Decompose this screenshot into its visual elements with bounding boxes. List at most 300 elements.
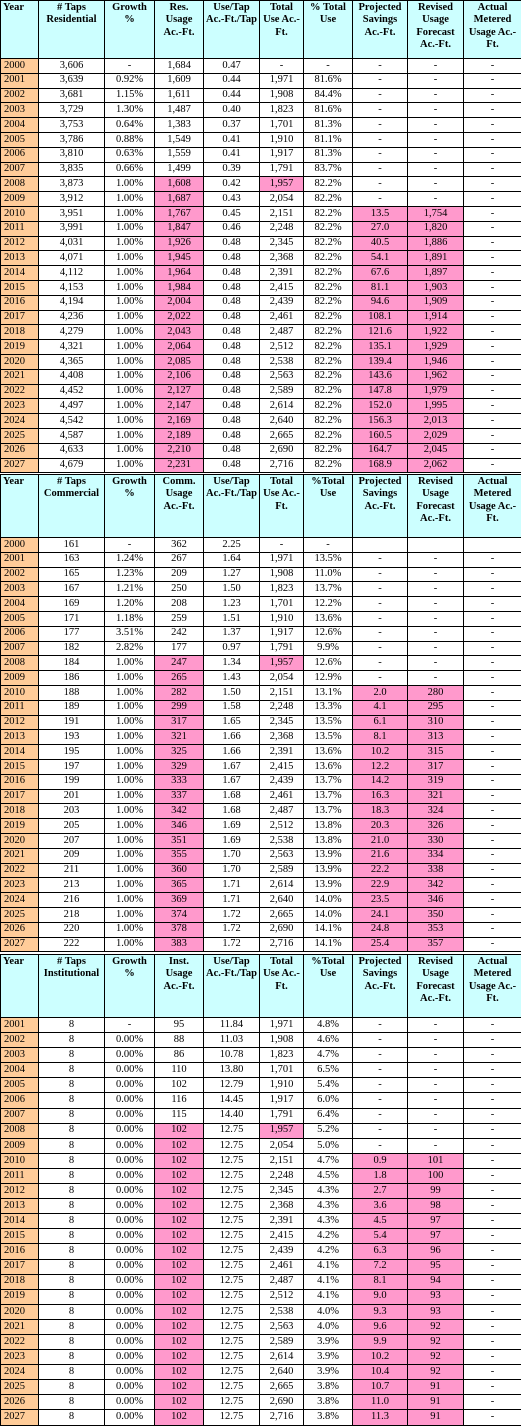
table-row bbox=[1, 893, 521, 908]
residential-cell-taps: 3,991 bbox=[39, 221, 105, 236]
commercial-cell-usage: 346 bbox=[155, 819, 204, 834]
residential-cell-usage: 1,964 bbox=[155, 266, 204, 281]
institutional-cell-actual-metered: - bbox=[464, 1063, 521, 1078]
table-row bbox=[1, 641, 521, 656]
commercial-cell-revised-forecast: - bbox=[408, 582, 464, 597]
institutional-cell-use-per-tap: 12.75 bbox=[204, 1214, 260, 1229]
table-row bbox=[1, 745, 521, 760]
institutional-header-year: Year bbox=[1, 955, 39, 1018]
residential-cell-projected-savings: - bbox=[353, 59, 408, 74]
residential-cell-projected-savings: - bbox=[353, 177, 408, 192]
institutional-cell-year: 2010 bbox=[1, 1153, 39, 1168]
table-row bbox=[1, 626, 521, 641]
commercial-cell-year: 2017 bbox=[1, 789, 39, 804]
commercial-cell-growth: 1.00% bbox=[105, 715, 155, 730]
table-row bbox=[1, 1380, 521, 1395]
institutional-cell-actual-metered: - bbox=[464, 1168, 521, 1183]
commercial-cell-total-use: 2,368 bbox=[260, 730, 304, 745]
residential-cell-use-per-tap: 0.48 bbox=[204, 414, 260, 429]
residential-cell-usage: 1,609 bbox=[155, 73, 204, 88]
residential-cell-use-per-tap: 0.48 bbox=[204, 399, 260, 414]
institutional-cell-usage: 102 bbox=[155, 1289, 204, 1304]
commercial-cell-year: 2011 bbox=[1, 700, 39, 715]
institutional-cell-taps: 8 bbox=[39, 1395, 105, 1410]
commercial-cell-actual-metered: - bbox=[464, 685, 521, 700]
table-row bbox=[1, 458, 521, 473]
residential-cell-year: 2009 bbox=[1, 192, 39, 207]
residential-cell-use-per-tap: 0.39 bbox=[204, 162, 260, 177]
table-row bbox=[1, 384, 521, 399]
institutional-cell-total-use: 2,151 bbox=[260, 1153, 304, 1168]
commercial-cell-use-per-tap: 1.71 bbox=[204, 878, 260, 893]
commercial-cell-taps: 177 bbox=[39, 626, 105, 641]
residential-cell-pct-total-use: 82.2% bbox=[304, 325, 353, 340]
institutional-cell-pct-total-use: 4.5% bbox=[304, 1168, 353, 1183]
residential-cell-projected-savings: 139.4 bbox=[353, 354, 408, 369]
commercial-cell-revised-forecast: 353 bbox=[408, 922, 464, 937]
commercial-cell-usage: 355 bbox=[155, 848, 204, 863]
institutional-cell-taps: 8 bbox=[39, 1229, 105, 1244]
commercial-cell-actual-metered: - bbox=[464, 937, 521, 952]
commercial-cell-projected-savings: 21.6 bbox=[353, 848, 408, 863]
institutional-cell-total-use: 2,439 bbox=[260, 1244, 304, 1259]
commercial-cell-revised-forecast: 357 bbox=[408, 937, 464, 952]
commercial-cell-usage: 362 bbox=[155, 538, 204, 553]
residential-cell-growth: 1.00% bbox=[105, 280, 155, 295]
institutional-cell-projected-savings: 7.2 bbox=[353, 1259, 408, 1274]
commercial-cell-usage: 209 bbox=[155, 567, 204, 582]
institutional-cell-year: 2015 bbox=[1, 1229, 39, 1244]
commercial-cell-year: 2018 bbox=[1, 804, 39, 819]
commercial-cell-growth: 3.51% bbox=[105, 626, 155, 641]
commercial-cell-use-per-tap: 1.50 bbox=[204, 582, 260, 597]
residential-cell-usage: 1,945 bbox=[155, 251, 204, 266]
residential-cell-taps: 3,810 bbox=[39, 147, 105, 162]
institutional-cell-total-use: 2,512 bbox=[260, 1289, 304, 1304]
commercial-cell-growth: 1.00% bbox=[105, 878, 155, 893]
commercial-cell-projected-savings: 25.4 bbox=[353, 937, 408, 952]
commercial-cell-taps: 165 bbox=[39, 567, 105, 582]
commercial-cell-use-per-tap: 1.68 bbox=[204, 804, 260, 819]
residential-cell-taps: 4,679 bbox=[39, 458, 105, 473]
table-row bbox=[1, 1244, 521, 1259]
institutional-cell-projected-savings: 8.1 bbox=[353, 1274, 408, 1289]
commercial-cell-actual-metered: - bbox=[464, 582, 521, 597]
residential-cell-growth: 1.00% bbox=[105, 325, 155, 340]
residential-cell-use-per-tap: 0.41 bbox=[204, 147, 260, 162]
residential-cell-taps: 3,873 bbox=[39, 177, 105, 192]
residential-cell-taps: 4,236 bbox=[39, 310, 105, 325]
commercial-cell-pct-total-use: 12.9% bbox=[304, 671, 353, 686]
residential-cell-growth: 0.64% bbox=[105, 118, 155, 133]
commercial-cell-usage: 383 bbox=[155, 937, 204, 952]
residential-cell-actual-metered: - bbox=[464, 384, 521, 399]
commercial-cell-use-per-tap: 1.64 bbox=[204, 552, 260, 567]
residential-cell-year: 2002 bbox=[1, 88, 39, 103]
institutional-cell-projected-savings: - bbox=[353, 1033, 408, 1048]
residential-cell-use-per-tap: 0.41 bbox=[204, 132, 260, 147]
table-row bbox=[1, 177, 521, 192]
commercial-cell-use-per-tap: 1.65 bbox=[204, 715, 260, 730]
commercial-cell-total-use: 2,690 bbox=[260, 922, 304, 937]
commercial-cell-year: 2025 bbox=[1, 907, 39, 922]
commercial-cell-projected-savings: - bbox=[353, 567, 408, 582]
residential-cell-revised-forecast: 1,979 bbox=[408, 384, 464, 399]
institutional-cell-taps: 8 bbox=[39, 1153, 105, 1168]
commercial-cell-actual-metered: - bbox=[464, 730, 521, 745]
residential-cell-usage: 2,064 bbox=[155, 340, 204, 355]
institutional-cell-usage: 110 bbox=[155, 1063, 204, 1078]
institutional-cell-pct-total-use: 4.1% bbox=[304, 1289, 353, 1304]
commercial-cell-taps: 182 bbox=[39, 641, 105, 656]
residential-cell-total-use: 1,917 bbox=[260, 147, 304, 162]
residential-cell-pct-total-use: 82.2% bbox=[304, 428, 353, 443]
commercial-cell-use-per-tap: 1.69 bbox=[204, 833, 260, 848]
residential-cell-pct-total-use: 82.2% bbox=[304, 280, 353, 295]
table-row bbox=[1, 819, 521, 834]
institutional-cell-taps: 8 bbox=[39, 1289, 105, 1304]
commercial-cell-total-use: 2,054 bbox=[260, 671, 304, 686]
commercial-cell-revised-forecast: 295 bbox=[408, 700, 464, 715]
institutional-cell-use-per-tap: 12.75 bbox=[204, 1184, 260, 1199]
residential-cell-pct-total-use: - bbox=[304, 59, 353, 74]
residential-header-growth: Growth % bbox=[105, 1, 155, 59]
residential-cell-usage: 2,169 bbox=[155, 414, 204, 429]
institutional-cell-taps: 8 bbox=[39, 1350, 105, 1365]
institutional-cell-usage: 86 bbox=[155, 1048, 204, 1063]
residential-cell-year: 2022 bbox=[1, 384, 39, 399]
institutional-cell-taps: 8 bbox=[39, 1274, 105, 1289]
institutional-cell-actual-metered: - bbox=[464, 1229, 521, 1244]
table-row bbox=[1, 443, 521, 458]
commercial-cell-growth: 1.00% bbox=[105, 833, 155, 848]
commercial-cell-pct-total-use: 13.6% bbox=[304, 745, 353, 760]
institutional-cell-total-use: 2,614 bbox=[260, 1350, 304, 1365]
residential-cell-pct-total-use: 82.2% bbox=[304, 369, 353, 384]
institutional-cell-actual-metered: - bbox=[464, 1259, 521, 1274]
commercial-cell-pct-total-use: 13.7% bbox=[304, 804, 353, 819]
commercial-cell-use-per-tap: 1.58 bbox=[204, 700, 260, 715]
residential-cell-pct-total-use: 82.2% bbox=[304, 266, 353, 281]
commercial-cell-projected-savings: 12.2 bbox=[353, 759, 408, 774]
residential-cell-revised-forecast: - bbox=[408, 118, 464, 133]
commercial-cell-pct-total-use: 13.6% bbox=[304, 759, 353, 774]
institutional-cell-year: 2001 bbox=[1, 1018, 39, 1033]
commercial-cell-year: 2000 bbox=[1, 538, 39, 553]
table-row bbox=[1, 922, 521, 937]
commercial-cell-total-use: 2,248 bbox=[260, 700, 304, 715]
commercial-body bbox=[1, 538, 521, 952]
commercial-cell-pct-total-use: 11.0% bbox=[304, 567, 353, 582]
commercial-cell-revised-forecast: - bbox=[408, 567, 464, 582]
residential-cell-projected-savings: 152.0 bbox=[353, 399, 408, 414]
residential-cell-actual-metered: - bbox=[464, 340, 521, 355]
institutional-cell-revised-forecast: - bbox=[408, 1018, 464, 1033]
commercial-cell-projected-savings: 2.0 bbox=[353, 685, 408, 700]
table-row bbox=[1, 1153, 521, 1168]
institutional-cell-year: 2018 bbox=[1, 1274, 39, 1289]
institutional-cell-growth: 0.00% bbox=[105, 1138, 155, 1153]
residential-table bbox=[0, 0, 521, 473]
institutional-cell-growth: 0.00% bbox=[105, 1033, 155, 1048]
commercial-header-growth: Growth % bbox=[105, 475, 155, 538]
residential-cell-pct-total-use: 82.2% bbox=[304, 414, 353, 429]
institutional-cell-use-per-tap: 11.84 bbox=[204, 1018, 260, 1033]
institutional-cell-usage: 102 bbox=[155, 1274, 204, 1289]
institutional-cell-projected-savings: 9.0 bbox=[353, 1289, 408, 1304]
commercial-cell-revised-forecast: - bbox=[408, 626, 464, 641]
residential-cell-pct-total-use: 81.6% bbox=[304, 103, 353, 118]
commercial-cell-growth: 1.00% bbox=[105, 819, 155, 834]
table-row bbox=[1, 59, 521, 74]
commercial-cell-actual-metered: - bbox=[464, 626, 521, 641]
commercial-cell-projected-savings: 8.1 bbox=[353, 730, 408, 745]
residential-cell-use-per-tap: 0.42 bbox=[204, 177, 260, 192]
table-row bbox=[1, 1334, 521, 1349]
residential-cell-year: 2020 bbox=[1, 354, 39, 369]
institutional-cell-growth: 0.00% bbox=[105, 1274, 155, 1289]
institutional-cell-taps: 8 bbox=[39, 1048, 105, 1063]
institutional-cell-use-per-tap: 12.75 bbox=[204, 1334, 260, 1349]
institutional-cell-growth: - bbox=[105, 1018, 155, 1033]
commercial-cell-actual-metered: - bbox=[464, 597, 521, 612]
residential-cell-revised-forecast: 1,962 bbox=[408, 369, 464, 384]
residential-header-taps: # Taps Residential bbox=[39, 1, 105, 59]
residential-cell-taps: 3,639 bbox=[39, 73, 105, 88]
commercial-cell-taps: 167 bbox=[39, 582, 105, 597]
institutional-cell-pct-total-use: 4.3% bbox=[304, 1184, 353, 1199]
institutional-cell-projected-savings: - bbox=[353, 1123, 408, 1138]
commercial-header-actual-metered: Actual Metered Usage Ac.-Ft. bbox=[464, 475, 521, 538]
commercial-cell-pct-total-use: 13.7% bbox=[304, 582, 353, 597]
residential-cell-projected-savings: 121.6 bbox=[353, 325, 408, 340]
commercial-cell-usage: 177 bbox=[155, 641, 204, 656]
commercial-cell-taps: 201 bbox=[39, 789, 105, 804]
residential-cell-total-use: 2,439 bbox=[260, 295, 304, 310]
commercial-cell-revised-forecast: 315 bbox=[408, 745, 464, 760]
commercial-cell-actual-metered: - bbox=[464, 819, 521, 834]
institutional-cell-usage: 102 bbox=[155, 1304, 204, 1319]
commercial-cell-pct-total-use: 13.9% bbox=[304, 848, 353, 863]
commercial-cell-usage: 325 bbox=[155, 745, 204, 760]
commercial-cell-growth: 2.82% bbox=[105, 641, 155, 656]
institutional-cell-actual-metered: - bbox=[464, 1395, 521, 1410]
residential-cell-pct-total-use: 82.2% bbox=[304, 399, 353, 414]
table-row bbox=[1, 162, 521, 177]
residential-cell-growth: 0.88% bbox=[105, 132, 155, 147]
institutional-cell-use-per-tap: 12.75 bbox=[204, 1274, 260, 1289]
residential-cell-revised-forecast: 1,754 bbox=[408, 206, 464, 221]
institutional-cell-revised-forecast: 99 bbox=[408, 1184, 464, 1199]
commercial-cell-taps: 203 bbox=[39, 804, 105, 819]
institutional-cell-growth: 0.00% bbox=[105, 1123, 155, 1138]
institutional-cell-total-use: 2,589 bbox=[260, 1334, 304, 1349]
institutional-cell-growth: 0.00% bbox=[105, 1289, 155, 1304]
commercial-cell-growth: 1.00% bbox=[105, 745, 155, 760]
institutional-cell-actual-metered: - bbox=[464, 1319, 521, 1334]
institutional-cell-taps: 8 bbox=[39, 1108, 105, 1123]
commercial-cell-use-per-tap: 1.70 bbox=[204, 863, 260, 878]
institutional-cell-taps: 8 bbox=[39, 1184, 105, 1199]
residential-cell-projected-savings: - bbox=[353, 118, 408, 133]
commercial-cell-taps: 171 bbox=[39, 611, 105, 626]
institutional-cell-pct-total-use: 6.4% bbox=[304, 1108, 353, 1123]
residential-cell-total-use: 2,690 bbox=[260, 443, 304, 458]
institutional-body bbox=[1, 1018, 521, 1426]
institutional-cell-growth: 0.00% bbox=[105, 1184, 155, 1199]
institutional-cell-projected-savings: 11.0 bbox=[353, 1395, 408, 1410]
institutional-cell-taps: 8 bbox=[39, 1199, 105, 1214]
institutional-cell-pct-total-use: 4.7% bbox=[304, 1153, 353, 1168]
commercial-cell-usage: 337 bbox=[155, 789, 204, 804]
commercial-cell-use-per-tap: 1.50 bbox=[204, 685, 260, 700]
commercial-cell-taps: 209 bbox=[39, 848, 105, 863]
commercial-cell-year: 2005 bbox=[1, 611, 39, 626]
residential-cell-usage: 2,004 bbox=[155, 295, 204, 310]
commercial-cell-revised-forecast: 317 bbox=[408, 759, 464, 774]
commercial-cell-total-use: 2,589 bbox=[260, 863, 304, 878]
residential-cell-projected-savings: 164.7 bbox=[353, 443, 408, 458]
residential-cell-pct-total-use: 82.2% bbox=[304, 177, 353, 192]
residential-cell-growth: 1.15% bbox=[105, 88, 155, 103]
institutional-cell-use-per-tap: 12.75 bbox=[204, 1304, 260, 1319]
institutional-cell-growth: 0.00% bbox=[105, 1304, 155, 1319]
residential-cell-growth: 1.00% bbox=[105, 221, 155, 236]
table-row bbox=[1, 1093, 521, 1108]
commercial-cell-pct-total-use: 13.9% bbox=[304, 863, 353, 878]
residential-cell-revised-forecast: 1,820 bbox=[408, 221, 464, 236]
residential-cell-taps: 4,153 bbox=[39, 280, 105, 295]
commercial-cell-total-use: 2,415 bbox=[260, 759, 304, 774]
table-row bbox=[1, 399, 521, 414]
table-row bbox=[1, 251, 521, 266]
commercial-header-pct-total-use: %Total Use bbox=[304, 475, 353, 538]
commercial-cell-actual-metered: - bbox=[464, 611, 521, 626]
institutional-cell-use-per-tap: 12.75 bbox=[204, 1289, 260, 1304]
residential-cell-growth: 1.00% bbox=[105, 384, 155, 399]
institutional-cell-projected-savings: 10.2 bbox=[353, 1350, 408, 1365]
commercial-cell-year: 2002 bbox=[1, 567, 39, 582]
commercial-cell-year: 2026 bbox=[1, 922, 39, 937]
commercial-cell-projected-savings: 4.1 bbox=[353, 700, 408, 715]
residential-cell-actual-metered: - bbox=[464, 192, 521, 207]
institutional-cell-use-per-tap: 12.75 bbox=[204, 1365, 260, 1380]
table-row bbox=[1, 1410, 521, 1425]
institutional-cell-projected-savings: - bbox=[353, 1048, 408, 1063]
residential-cell-year: 2014 bbox=[1, 266, 39, 281]
residential-cell-projected-savings: 108.1 bbox=[353, 310, 408, 325]
table-row bbox=[1, 582, 521, 597]
institutional-cell-usage: 115 bbox=[155, 1108, 204, 1123]
residential-cell-use-per-tap: 0.37 bbox=[204, 118, 260, 133]
table-row bbox=[1, 295, 521, 310]
institutional-cell-use-per-tap: 14.40 bbox=[204, 1108, 260, 1123]
institutional-cell-taps: 8 bbox=[39, 1304, 105, 1319]
residential-cell-projected-savings: - bbox=[353, 88, 408, 103]
institutional-cell-pct-total-use: 4.0% bbox=[304, 1304, 353, 1319]
residential-cell-total-use: 2,415 bbox=[260, 280, 304, 295]
residential-cell-usage: 1,926 bbox=[155, 236, 204, 251]
commercial-cell-pct-total-use: 12.6% bbox=[304, 656, 353, 671]
commercial-cell-pct-total-use: 13.7% bbox=[304, 774, 353, 789]
institutional-cell-revised-forecast: 91 bbox=[408, 1410, 464, 1425]
institutional-cell-revised-forecast: - bbox=[408, 1033, 464, 1048]
table-row bbox=[1, 700, 521, 715]
table-row bbox=[1, 88, 521, 103]
residential-cell-revised-forecast: - bbox=[408, 103, 464, 118]
institutional-cell-total-use: 1,910 bbox=[260, 1078, 304, 1093]
commercial-cell-pct-total-use: 13.5% bbox=[304, 730, 353, 745]
commercial-cell-projected-savings: - bbox=[353, 552, 408, 567]
residential-cell-total-use: 2,461 bbox=[260, 310, 304, 325]
commercial-cell-projected-savings: - bbox=[353, 656, 408, 671]
residential-cell-total-use: 2,368 bbox=[260, 251, 304, 266]
institutional-cell-year: 2020 bbox=[1, 1304, 39, 1319]
table-row bbox=[1, 73, 521, 88]
commercial-cell-growth: 1.00% bbox=[105, 863, 155, 878]
institutional-cell-pct-total-use: 4.6% bbox=[304, 1033, 353, 1048]
residential-cell-revised-forecast: - bbox=[408, 192, 464, 207]
residential-cell-projected-savings: - bbox=[353, 147, 408, 162]
residential-cell-projected-savings: 54.1 bbox=[353, 251, 408, 266]
commercial-cell-projected-savings: 22.2 bbox=[353, 863, 408, 878]
institutional-cell-revised-forecast: 93 bbox=[408, 1289, 464, 1304]
commercial-cell-growth: 1.24% bbox=[105, 552, 155, 567]
residential-cell-pct-total-use: 84.4% bbox=[304, 88, 353, 103]
commercial-cell-growth: 1.00% bbox=[105, 893, 155, 908]
institutional-cell-growth: 0.00% bbox=[105, 1063, 155, 1078]
residential-cell-taps: 3,912 bbox=[39, 192, 105, 207]
institutional-cell-usage: 102 bbox=[155, 1168, 204, 1183]
commercial-cell-total-use: 2,512 bbox=[260, 819, 304, 834]
residential-cell-usage: 1,767 bbox=[155, 206, 204, 221]
institutional-cell-revised-forecast: 92 bbox=[408, 1319, 464, 1334]
institutional-cell-total-use: 2,665 bbox=[260, 1380, 304, 1395]
institutional-cell-actual-metered: - bbox=[464, 1214, 521, 1229]
residential-cell-use-per-tap: 0.48 bbox=[204, 266, 260, 281]
commercial-cell-year: 2012 bbox=[1, 715, 39, 730]
commercial-cell-usage: 208 bbox=[155, 597, 204, 612]
residential-cell-year: 2010 bbox=[1, 206, 39, 221]
commercial-cell-total-use: 1,908 bbox=[260, 567, 304, 582]
commercial-cell-pct-total-use: 13.6% bbox=[304, 611, 353, 626]
residential-cell-pct-total-use: 82.2% bbox=[304, 384, 353, 399]
table-row bbox=[1, 1214, 521, 1229]
commercial-cell-use-per-tap: 1.34 bbox=[204, 656, 260, 671]
residential-cell-total-use: 1,908 bbox=[260, 88, 304, 103]
residential-cell-revised-forecast: 2,045 bbox=[408, 443, 464, 458]
institutional-cell-total-use: 2,690 bbox=[260, 1395, 304, 1410]
commercial-cell-projected-savings: 18.3 bbox=[353, 804, 408, 819]
commercial-cell-taps: 222 bbox=[39, 937, 105, 952]
institutional-cell-growth: 0.00% bbox=[105, 1229, 155, 1244]
institutional-cell-use-per-tap: 12.75 bbox=[204, 1138, 260, 1153]
residential-cell-actual-metered: - bbox=[464, 236, 521, 251]
residential-cell-use-per-tap: 0.46 bbox=[204, 221, 260, 236]
commercial-header-revised-forecast: Revised Usage Forecast Ac.-Ft. bbox=[408, 475, 464, 538]
commercial-cell-taps: 184 bbox=[39, 656, 105, 671]
institutional-cell-year: 2014 bbox=[1, 1214, 39, 1229]
institutional-cell-growth: 0.00% bbox=[105, 1244, 155, 1259]
institutional-cell-taps: 8 bbox=[39, 1244, 105, 1259]
institutional-cell-revised-forecast: 92 bbox=[408, 1365, 464, 1380]
commercial-cell-pct-total-use: 13.5% bbox=[304, 715, 353, 730]
institutional-cell-usage: 102 bbox=[155, 1350, 204, 1365]
residential-cell-total-use: 2,345 bbox=[260, 236, 304, 251]
table-row bbox=[1, 1229, 521, 1244]
commercial-cell-pct-total-use: 14.0% bbox=[304, 907, 353, 922]
institutional-header-pct-total-use: %Total Use bbox=[304, 955, 353, 1018]
